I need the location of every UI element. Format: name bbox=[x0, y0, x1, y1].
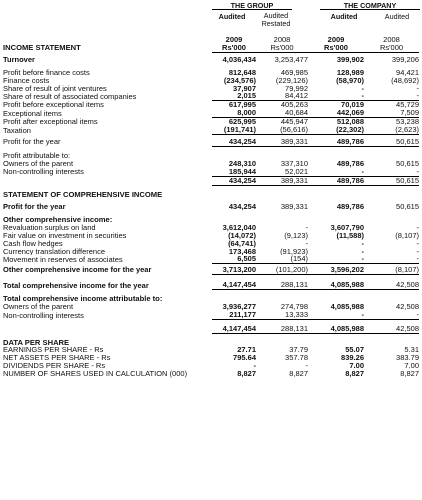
statement-table bbox=[3, 36, 419, 378]
company-rule bbox=[320, 9, 420, 10]
col1-status: Audited bbox=[218, 12, 246, 21]
row-profit-attributable: Profit attributable to: bbox=[3, 151, 71, 160]
row-exceptional: Exceptional items 8,000 40,684 442,069 7,509 bbox=[3, 109, 419, 118]
group-rule bbox=[212, 9, 292, 10]
row-tci-year: Total comprehensive income for the year 4,147,454 288,131 4,085,988 42,508 bbox=[3, 280, 419, 290]
row-tci-nci: Non-controlling interests 211,177 13,333 - - bbox=[3, 311, 419, 320]
row-nci: Non-controlling interests 185,944 52,021 - - bbox=[3, 167, 419, 177]
row-turnover: Turnover 4,036,434 3,253,477 399,902 399,206 bbox=[3, 55, 419, 64]
row-attrib-total: 434,254 389,331 489,786 50,615 bbox=[3, 176, 419, 185]
row-shares: NUMBER OF SHARES USED IN CALCULATION (000) 8,827 8,827 8,827 8,827 bbox=[3, 370, 419, 379]
row-pbfc: Profit before finance costs 812,648 469,985 128,989 94,421 bbox=[3, 68, 419, 77]
row-share-assoc: Share of result of associated companies 2,015 84,412 - - bbox=[3, 92, 419, 101]
section-income-statement: INCOME STATEMENT Rs'000 Rs'000 Rs'000 Rs'000 bbox=[3, 44, 419, 52]
row-eps: EARNINGS PER SHARE - Rs 27.71 37.79 55.07 5.31 bbox=[3, 346, 419, 355]
group-title: THE GROUP bbox=[230, 1, 274, 10]
row-naps: NET ASSETS PER SHARE - Rs 795.64 357.78 839.26 383.79 bbox=[3, 354, 419, 363]
row-finance-costs: Finance costs (234,576) (229,126) (58,970) (48,692) bbox=[3, 76, 419, 85]
col3-status: Audited bbox=[330, 12, 358, 21]
header-year-row: 2009 2008 2009 2008 bbox=[225, 36, 400, 44]
company-title: THE COMPANY bbox=[343, 1, 397, 10]
row-dps: DIVIDENDS PER SHARE - Rs - - 7.00 7.00 bbox=[3, 362, 419, 371]
row-reval: Revaluation surplus on land 3,612,040 - 3,607,790 - bbox=[3, 223, 419, 232]
section-comprehensive: STATEMENT OF COMPREHENSIVE INCOME bbox=[3, 190, 163, 199]
col4-status: Audited bbox=[384, 12, 410, 21]
row-owners-parent: Owners of the parent 248,310 337,310 489,786 50,615 bbox=[3, 159, 419, 168]
row-assoc-reserves: Movement in reserves of associates 6,505 (154) - - bbox=[3, 255, 419, 264]
row-tci-owners: Owners of the parent 3,936,277 274,798 4,085,988 42,508 bbox=[3, 303, 419, 312]
row-paei: Profit after exceptional items 625,995 445,947 512,088 53,238 bbox=[3, 117, 419, 127]
row-profit-year: Profit for the year 434,254 389,331 489,786 50,615 bbox=[3, 137, 419, 147]
row-tci-total: 4,147,454 288,131 4,085,988 42,508 bbox=[3, 323, 419, 333]
section-other-ci: Other comprehensive income: bbox=[3, 215, 113, 224]
row-fx: Currency translation difference 173,468 (91,923) - - bbox=[3, 247, 419, 256]
row-oci-year: Other comprehensive income for the year 3,713,200 (101,200) 3,596,202 (8,107) bbox=[3, 264, 419, 275]
section-data-per-share: DATA PER SHARE bbox=[3, 338, 70, 347]
row-ci-profit: Profit for the year 434,254 389,331 489,786 50,615 bbox=[3, 202, 419, 211]
row-taxation: Taxation (191,741) (56,616) (22,302) (2,623) bbox=[3, 126, 419, 135]
row-cash-flow: Cash flow hedges (64,741) - - - bbox=[3, 239, 419, 248]
row-fair-value: Fair value on investment in securities (14,072) (9,123) (11,588) (8,107) bbox=[3, 231, 419, 240]
section-attributable-ci: Total comprehensive income attributable to: bbox=[3, 295, 163, 304]
row-pbei: Profit before exceptional items 617,995 405,263 70,019 45,729 bbox=[3, 100, 419, 110]
col2-status: Audited Restated bbox=[261, 11, 291, 28]
row-share-jv: Share of result of joint ventures 37,907 79,992 - - bbox=[3, 84, 419, 93]
